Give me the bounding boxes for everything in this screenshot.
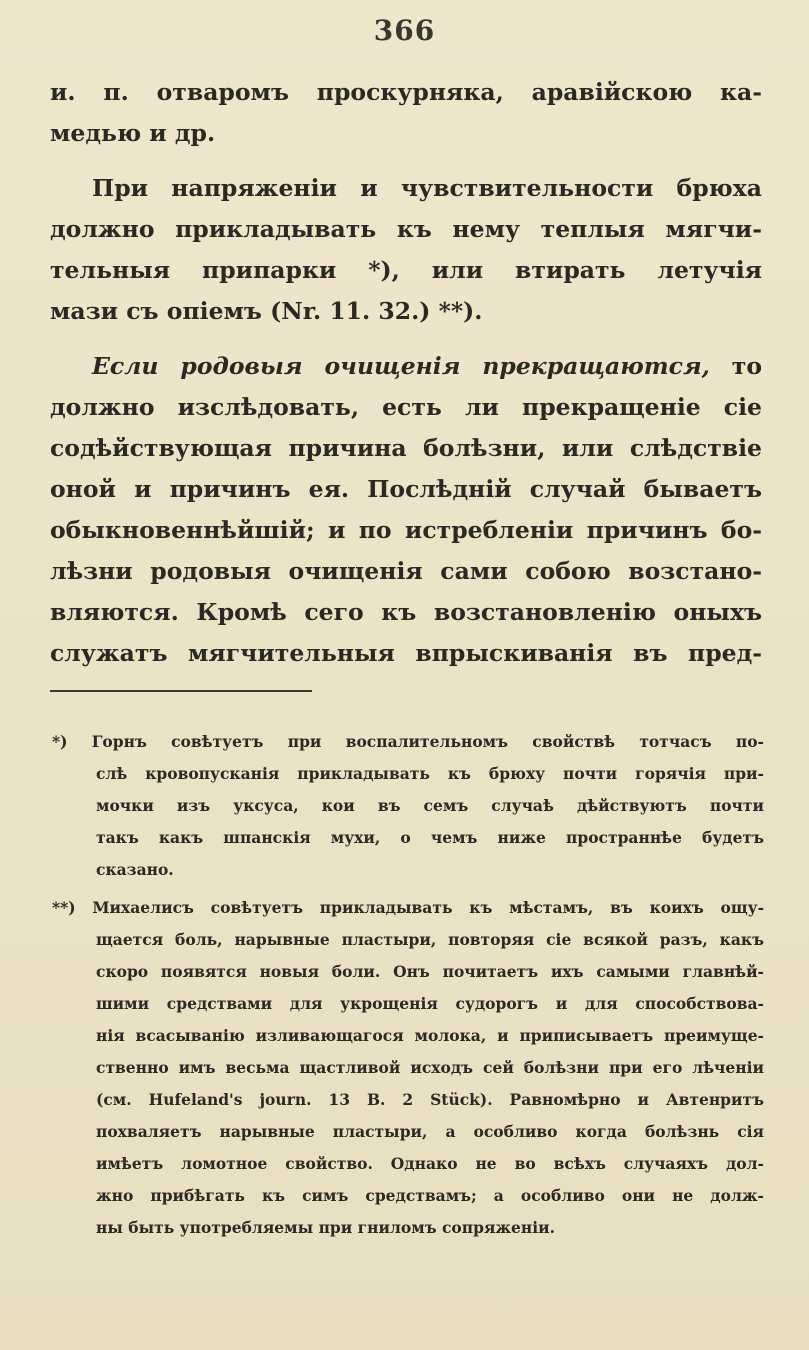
text-line: должно прикладывать къ нему теплыя мягчи- [50,215,762,243]
footnote-2-line: ны быть употребляемы при гниломъ сопряженіи. [96,1218,556,1237]
footnote-1-line: слѣ кровопусканія прикладывать къ брюху почти горячія при- [96,764,764,783]
footnote-divider [50,690,312,692]
text-line-italic-lead [50,346,762,387]
text-line: вляются. Кромѣ сего къ возстановленію оныхъ [50,598,762,626]
text-line: содѣйствующая причина болѣзни, или слѣдствіе [50,434,762,462]
text-line: обыкновеннѣйшій; и по истребленіи причинъ бо- [50,516,762,544]
text-line: тельныя припарки *), или втирать летучія [50,256,762,284]
footnote-1-line: такъ какъ шпанскія мухи, о чемъ ниже пространнѣе будетъ [96,828,764,847]
text-line: служатъ мягчительныя впрыскиванія въ пред- [50,639,762,667]
text-line: медью и др. [50,119,216,147]
footnote-2-line: щается боль, нарывные пластыри, повторяя сіе всякой разъ, какъ [96,930,764,949]
main-text [50,72,762,674]
footnote-2-line: шими средствами для укрощенія судорогъ и для способствова- [96,994,764,1013]
footnote-2-line: (см. Hufeland's journ. 13 B. 2 Stück). Равномѣрно и Автенритъ [96,1090,764,1109]
footnote-2-line: нія всасыванію изливающагося молока, и приписываетъ преимуще- [96,1026,764,1045]
footnotes [52,726,764,1244]
text-line: и. п. отваромъ проскурняка, аравійскою ка- [50,78,762,106]
italic-phrase: Если родовыя очищенія прекращаются, [92,352,710,380]
footnote-2-line: имѣетъ ломотное свойство. Однако не во всѣхъ случаяхъ дол- [96,1154,764,1173]
text-line: При напряженіи и чувствительности брюха [92,174,762,202]
footnote-2-line: похваляетъ нарывные пластыри, а особливо когда болѣзнь сія [96,1122,764,1141]
footnote-1-line: *) Горнъ совѣтуетъ при воспалительномъ свойствѣ тотчасъ по- [52,732,764,751]
text-line: оной и причинъ ея. Послѣдній случай бываетъ [50,475,762,503]
italic-rest: то [709,352,762,380]
text-line: лѣзни родовыя очищенія сами собою возстано- [50,557,762,585]
footnote-2-line: ственно имъ весьма щастливой исходъ сей болѣзни при его лѣченіи [96,1058,764,1077]
footnote-1-line: сказано. [96,860,174,879]
footnote-1-line: мочки изъ уксуса, кои въ семъ случаѣ дѣйствуютъ почти [96,796,764,815]
footnote-2-line: **) Михаелисъ совѣтуетъ прикладывать къ мѣстамъ, въ коихъ ощу- [52,898,764,917]
footnote-2-line: скоро появятся новыя боли. Онъ почитаетъ ихъ самыми главнѣй- [96,962,764,981]
footnote-2-line: жно прибѣгать къ симъ средствамъ; а особливо они не долж- [96,1186,764,1205]
page-number: 366 [373,14,436,47]
text-line: мази съ опіемъ (Nr. 11. 32.) **). [50,297,483,325]
text-line: должно изслѣдовать, есть ли прекращеніе сіе [50,393,762,421]
